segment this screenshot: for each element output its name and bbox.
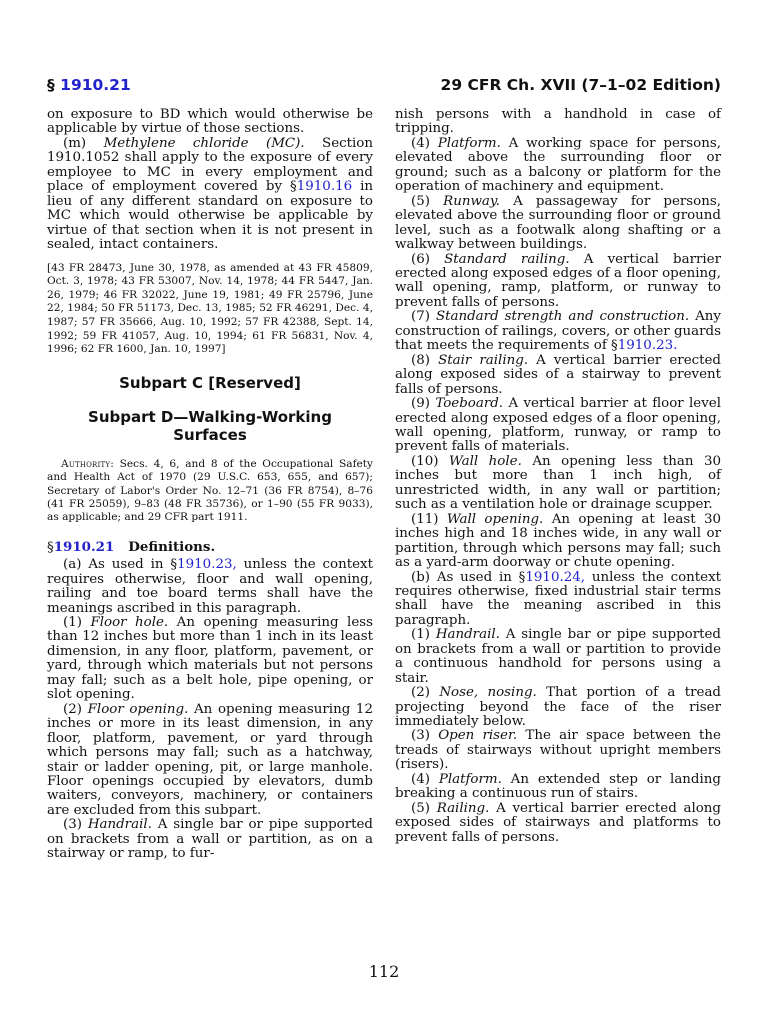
definition-text: An extended step or landing breaking a continuous run of stairs. — [395, 771, 721, 802]
authority-note — [47, 458, 373, 525]
amendment-citation: [43 FR 28473, June 30, 1978, as amended at 43 FR 45809, Oct. 3, 1978; 43 FR 53007, Nov. 14, 1978; 44 FR 5447, Jan. 26, 1979; 46 FR 32022, June 19, 1981; 49 FR 25796, June 22, 1984; 50 FR 51173, Dec. 13, 1985; 52 FR 46291, Dec. 4, 1987; 57 FR 35666, Aug. 10, 1992; 57 FR 42388, Sept. 14, 1992; 59 FR 41057, Aug. 10, 1994; 61 FR 56831, Nov. 4, 1996; 62 FR 1600, Jan. 10, 1997] — [47, 261, 373, 356]
term-methylene-chloride: Methylene chloride (MC). — [103, 135, 305, 151]
definition-term: Railing. — [436, 800, 490, 816]
paragraph-number: (9) — [411, 396, 436, 412]
paragraph-text: in lieu of any different standard on exposure to MC which would otherwise be applicable by virtue of that section when it is not present in sealed, intact containers. — [47, 179, 374, 253]
definition-handrail — [47, 818, 373, 861]
definition-text: An opening measuring 12 inches or more in its least dimension, in any floor, platform, pavement, or yard through which persons may fall; such as a hatchway, stair or ladder opening, pit, or large manhole. Floor openings occupied by elevators, dumb waiters, conveyors, machinery, or containers are excluded from this subpart. — [47, 701, 373, 818]
definition-term: Open riser. — [438, 728, 518, 744]
link-1910-23[interactable]: 1910.23, — [177, 557, 237, 573]
paragraph-bd-continuation: on exposure to BD which would otherwise be applicable by virtue of those sections. — [47, 107, 373, 137]
definition-wall-opening — [395, 513, 721, 571]
paragraph-number: (5) — [411, 800, 437, 816]
paragraph-number: (1) — [411, 627, 436, 643]
definition-open-riser — [395, 729, 721, 772]
section-number-link[interactable]: 1910.21 — [53, 538, 115, 555]
definition-term: Standard strength and construction. — [435, 309, 690, 325]
definition-text: An opening less than 30 inches but more than 1 inch high, of unrestricted width, in any wall or partition; such as a ventilation hole or drainage scupper. — [395, 453, 722, 513]
definition-handrail-continuation: nish persons with a handhold in case of tripping. — [395, 107, 721, 137]
right-column — [395, 108, 721, 845]
definition-term: Nose, nosing. — [439, 685, 537, 701]
header-edition: 29 CFR Ch. XVII (7–1–02 Edition) — [440, 76, 721, 94]
definition-text: A single bar or pipe supported on brackets from a wall or partition, as on a stairway or ramp, to fur- — [47, 817, 373, 862]
definition-floor-opening — [47, 703, 373, 819]
definition-text: Any construction of railings, covers, or other guards that meets the requirements of § — [395, 309, 721, 354]
definition-term: Wall hole. — [449, 453, 522, 469]
definition-text: A passageway for persons, elevated above the surrounding floor or ground level, such as a footwalk along shafting or a walkway between buildings. — [395, 193, 721, 253]
subpart-c-heading: Subpart C [Reserved] — [119, 373, 301, 392]
left-column — [47, 108, 373, 862]
definition-text: A single bar or pipe supported on brackets from a wall or partition to provide a continuous handhold for persons using a stair. — [395, 627, 721, 686]
definition-toeboard — [395, 397, 721, 455]
definition-term: Wall opening. — [446, 511, 544, 527]
paragraph-number: (4) — [411, 771, 439, 787]
definition-text: A working space for persons, elevated above the surrounding floor or ground; such as a balcony or platform for the operation of machinery and equipment. — [395, 135, 721, 195]
paragraph-number: (4) — [411, 135, 438, 151]
paragraph-text: Section 1910.1052 shall apply to the exposure of every employee to MC in every employment and place of employment covered by § — [47, 135, 373, 195]
section-title: Definitions. — [128, 538, 216, 555]
definition-text: A vertical barrier erected along exposed sides of a stairway to prevent falls of persons. — [395, 352, 721, 397]
definition-runway — [395, 195, 721, 253]
paragraph-number: (6) — [411, 251, 445, 267]
definition-stair-railing — [395, 354, 721, 397]
definition-text: A vertical barrier at floor level erected along exposed edges of a floor opening, wall opening, platform, runway, or ramp to prevent falls of materials. — [395, 396, 722, 455]
definition-floor-hole — [47, 616, 373, 703]
definition-platform — [395, 137, 721, 195]
definition-text: A vertical barrier erected along exposed edges of a floor opening, wall opening, ramp, platform, or runway to prevent falls of persons. — [395, 251, 721, 310]
paragraph-number: (7) — [411, 309, 436, 325]
definition-text: An opening measuring less than 12 inches but more than 1 inch in its least dimension, in any floor, platform, pavement, or yard, through which materials but not persons may fall; such as a belt hole, pipe opening, or slot opening. — [47, 614, 373, 703]
subpart-d-heading: Subpart D—Walking-Working Surfaces — [88, 407, 332, 444]
authority-text: Secs. 4, 6, and 8 of the Occupational Safety and Health Act of 1970 (29 U.S.C. 653, 655, and 657); Secretary of Labor's Order No. 12–71 (36 FR 8754), 8–76 (41 FR 25059), 9–83 (48 FR 35736), or 1–90 (55 FR 9033), as applicable; and 29 CFR part 1911. — [47, 457, 373, 524]
header-section-link[interactable]: 1910.21 — [60, 76, 131, 94]
definition-term: Platform. — [438, 771, 502, 787]
page-number: 112 — [368, 962, 400, 981]
definition-stair-handrail — [395, 628, 721, 686]
definition-term: Platform. — [437, 135, 501, 151]
header-section — [47, 76, 131, 94]
link-1910-24[interactable]: 1910.24, — [525, 569, 586, 585]
header-section-symbol: § — [47, 76, 55, 94]
definition-term: Stair railing. — [438, 352, 529, 368]
paragraph-number: (11) — [411, 511, 447, 527]
paragraph-text: unless the context requires otherwise, fixed industrial stair terms shall have the meaning ascribed in this paragraph. — [395, 569, 722, 628]
definition-term: Floor hole. — [90, 614, 169, 630]
definition-term: Toeboard. — [435, 396, 504, 412]
definition-railing — [395, 802, 721, 845]
section-heading — [47, 540, 373, 555]
definition-text: The air space between the treads of stairways without upright members (risers). — [395, 728, 721, 773]
paragraph-number: (m) — [63, 135, 87, 151]
definition-text: That portion of a tread projecting beyond the face of the riser immediately below. — [395, 685, 721, 730]
authority-label: Authority: — [61, 457, 114, 470]
definition-wall-hole — [395, 455, 721, 513]
definition-text: A vertical barrier erected along exposed sides of stairways and platforms to prevent falls of persons. — [395, 800, 722, 845]
paragraph-text: unless the context requires otherwise, floor and wall opening, railing and toe board terms shall have the meanings ascribed in this paragraph. — [47, 557, 373, 616]
definition-term: Handrail. — [435, 627, 500, 643]
paragraph-number: (8) — [411, 352, 439, 368]
paragraph-number: (5) — [411, 193, 444, 209]
definition-term: Floor opening. — [87, 701, 189, 717]
link-1910-16[interactable]: 1910.16 — [296, 179, 353, 195]
paragraph-number: (1) — [63, 614, 91, 630]
paragraph-b — [395, 571, 721, 629]
paragraph-number: (2) — [411, 685, 440, 701]
definition-text: An opening at least 30 inches high and 18 inches wide, in any wall or partition, through which persons may fall; such as a yard-arm doorway or chute opening. — [395, 511, 722, 571]
definition-term: Standard railing. — [444, 251, 570, 267]
definition-stair-platform — [395, 773, 721, 802]
paragraph-a — [47, 558, 373, 616]
section-symbol: § — [47, 539, 54, 555]
definition-standard-railing — [395, 253, 721, 311]
definition-term: Handrail. — [87, 817, 152, 833]
running-header — [47, 76, 721, 98]
paragraph-number: (10) — [411, 453, 450, 469]
paragraph-methylene-chloride — [47, 137, 373, 253]
definition-term: Runway. — [443, 193, 500, 209]
paragraph-text: (a) As used in § — [63, 557, 178, 573]
paragraph-number: (3) — [63, 817, 88, 833]
paragraph-text: (b) As used in § — [411, 569, 526, 585]
paragraph-number: (2) — [63, 701, 88, 717]
link-1910-23[interactable]: 1910.23. — [617, 338, 678, 354]
definition-nosing — [395, 686, 721, 729]
definition-standard-strength — [395, 310, 721, 353]
paragraph-number: (3) — [411, 728, 439, 744]
